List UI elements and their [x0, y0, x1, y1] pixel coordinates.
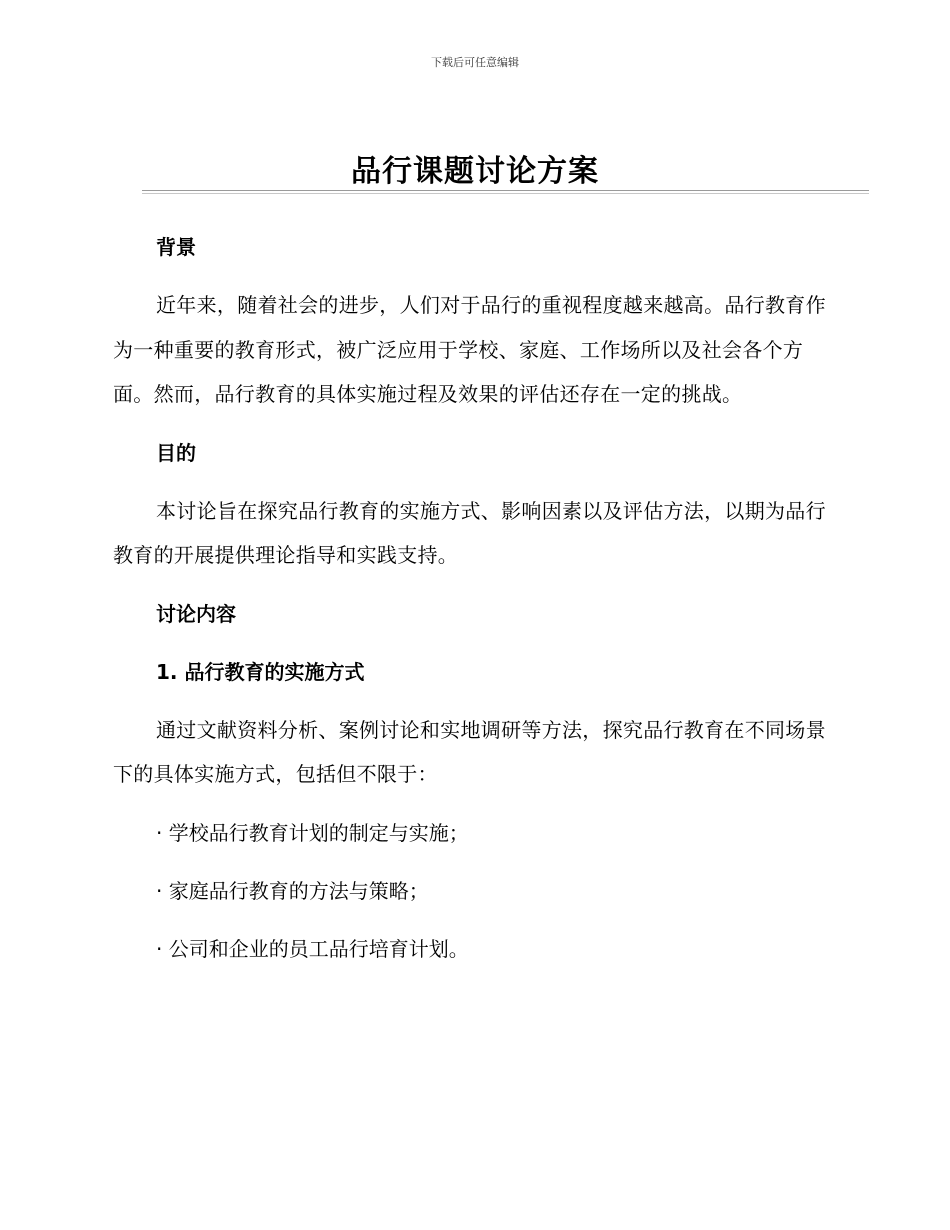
list-item: · 家庭品行教育的方法与策略；: [156, 878, 429, 903]
subsection-1-paragraph: 通过文献资料分析、案例讨论和实地调研等方法，探究品行教育在不同场景下的具体实施方式，包括但不限于：: [113, 717, 826, 786]
page-header-note: 下载后可任意编辑: [431, 56, 519, 69]
discussion-heading: 讨论内容: [156, 601, 236, 626]
subsection-1-heading: 1. 品行教育的实施方式: [156, 659, 365, 684]
background-paragraph: 近年来，随着社会的进步，人们对于品行的重视程度越来越高。品行教育作为一种重要的教育形式，被广泛应用于学校、家庭、工作场所以及社会各个方面。然而，品行教育的具体实施过程及效果的评估还存在一定的挑战。: [113, 293, 826, 406]
title-underline: [142, 190, 869, 191]
list-item: · 公司和企业的员工品行培育计划。: [156, 936, 469, 961]
document-body: [113, 225, 833, 971]
list-item: · 学校品行教育计划的制定与实施；: [156, 820, 469, 845]
purpose-paragraph: 本讨论旨在探究品行教育的实施方式、影响因素以及评估方法，以期为品行教育的开展提供理论指导和实践支持。: [113, 498, 826, 567]
background-heading: 背景: [156, 235, 196, 259]
purpose-heading: 目的: [156, 440, 196, 465]
title-underline-secondary: [142, 193, 869, 194]
document-title: 品行课题讨论方案: [351, 154, 599, 189]
